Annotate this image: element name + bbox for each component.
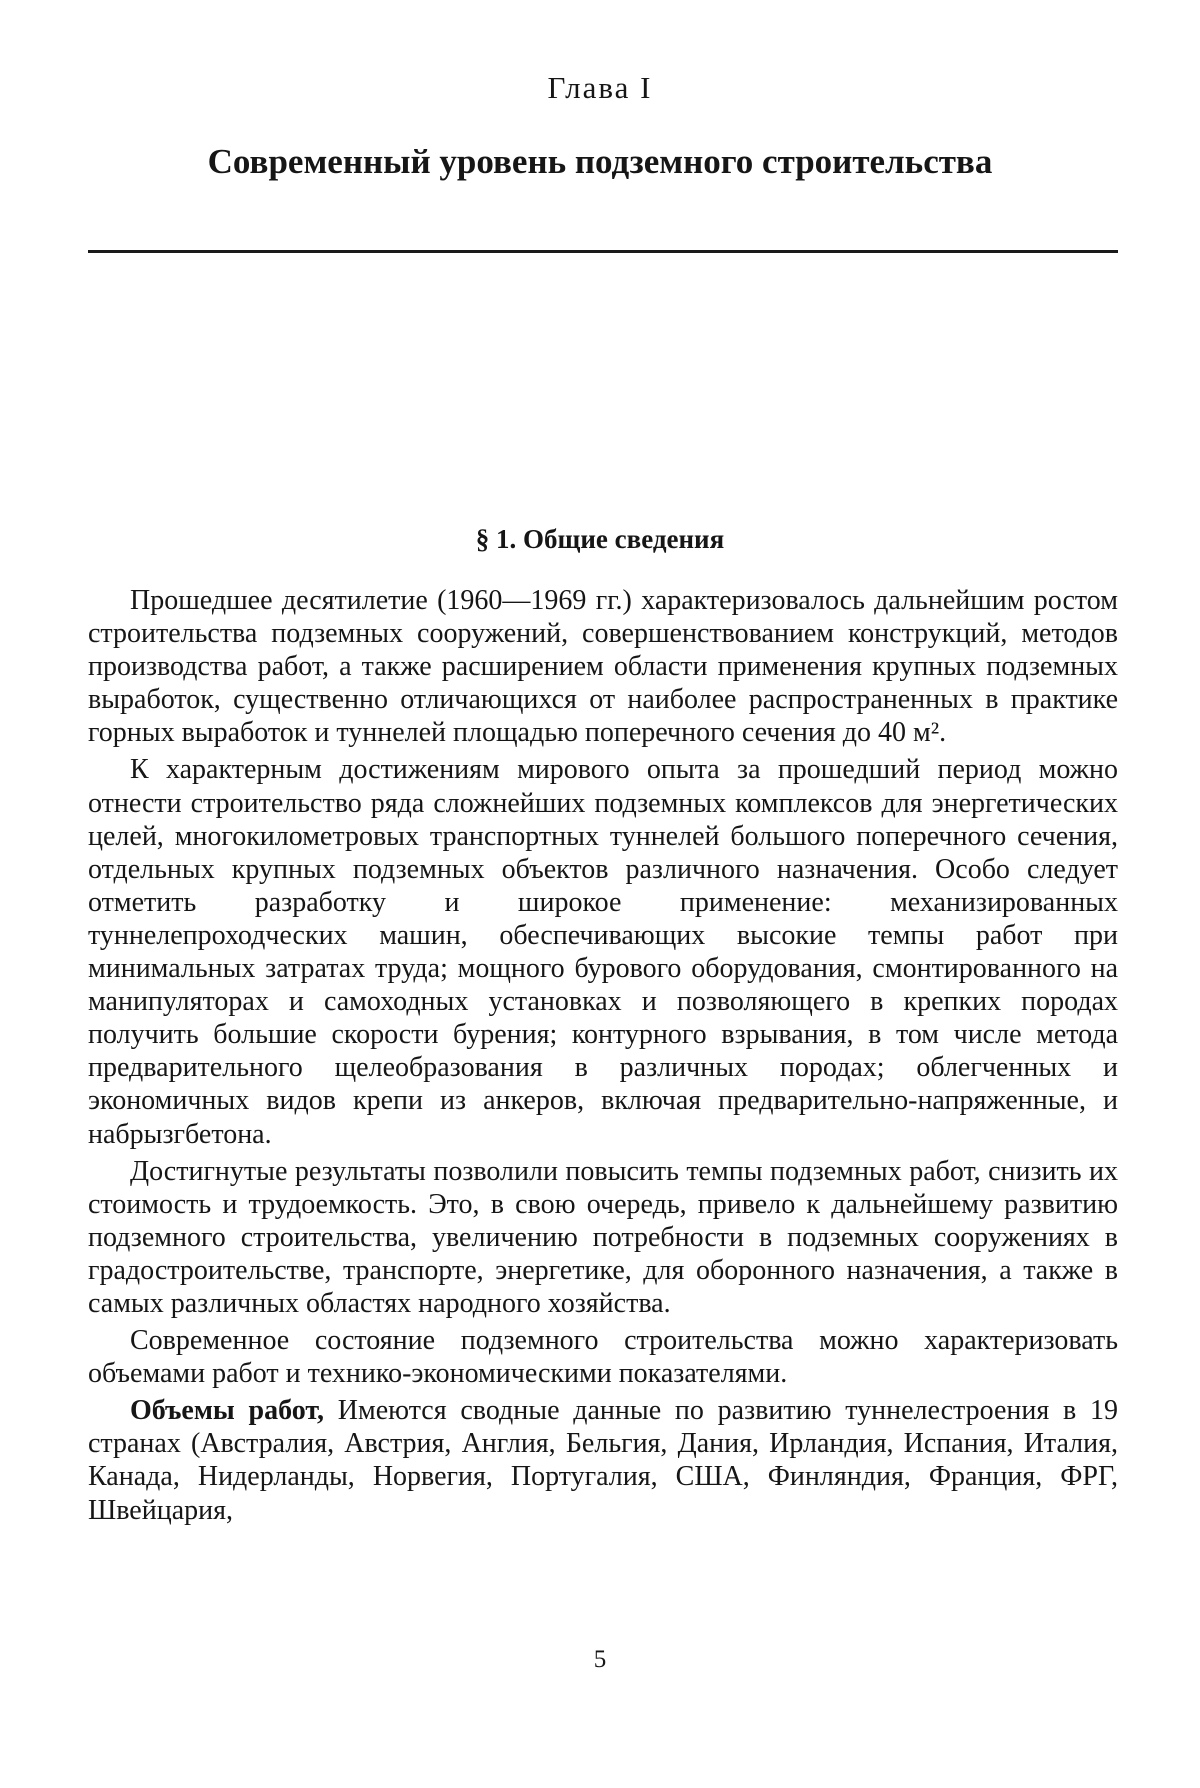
chapter-label: Глава I: [547, 70, 653, 105]
paragraph-2: [88, 753, 1118, 1150]
paragraph-text: Достигнутые результаты позволили повысить темпы подземных работ, снизить их стоимость и трудоемкость. Это, в свою очередь, привело к дальнейшему развитию подземного строительства, увеличению потребности в подземных сооружениях в градостроительстве, транспорте, энергетике, для оборонного назначения, а также в самых различных областях народного хозяйства.: [88, 1155, 1118, 1319]
chapter-divider: [88, 250, 1118, 253]
page-number: 5: [593, 1646, 607, 1673]
chapter-title: Современный уровень подземного строительства: [207, 142, 993, 181]
paragraph-text: Имеются сводные данные по развитию туннелестроения в 19 странах (Австралия, Австрия, Англия, Бельгия, Дания, Ирландия, Испания, Италия, Канада, Нидерланды, Норвегия, Португалия, США, Финляндия, Франция, ФРГ, Швейцария,: [88, 1395, 1119, 1526]
paragraph-3: [88, 1155, 1118, 1320]
paragraph-5: [88, 1394, 1118, 1526]
section-title: § 1. Общие сведения: [475, 524, 725, 554]
paragraph-lead: Объемы работ,: [130, 1395, 325, 1427]
paragraph-text: Современное состояние подземного строительства можно характеризовать объемами работ и технико-экономическими показателями.: [88, 1325, 1118, 1390]
body-text: [88, 584, 1118, 1527]
paragraph-text: К характерным достижениям мирового опыта за прошедший период можно отнести строительство ряда сложнейших подземных комплексов для энергетических целей, многокилометровых транспортных туннелей большого поперечного сечения, отдельных крупных подземных объектов различного назначения. Особо следует отметить разработку и широкое применение: механизированных туннелепроходческих машин, обеспечивающих высокие темпы работ при минимальных затратах труда; мощного бурового оборудования, смонтированного на манипуляторах и самоходных установках и позволяющего в крепких породах получить большие скорости бурения; контурного взрывания, в том числе метода предварительного щелеобразования в различных породах; облегченных и экономичных видов крепи из анкеров, включая предварительно-напряженные, и набрызгбетона.: [88, 754, 1118, 1150]
paragraph-4: [88, 1324, 1118, 1390]
paragraph-text: Прошедшее десятилетие (1960—1969 гг.) характеризовалось дальнейшим ростом строительства подземных сооружений, совершенствованием конструкций, методов производства работ, а также расширением области применения крупных подземных выработок, существенно отличающихся от наиболее распространенных в практике горных выработок и туннелей площадью поперечного сечения до 40 м².: [88, 585, 1118, 749]
paragraph-1: [88, 584, 1118, 749]
